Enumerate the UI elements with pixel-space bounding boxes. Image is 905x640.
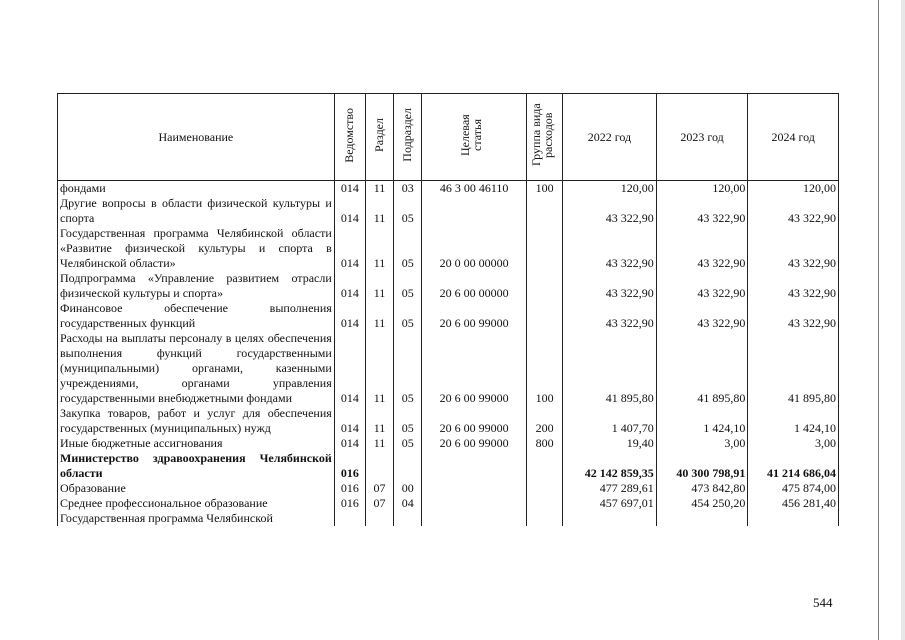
row-value-2022: 41 895,80: [563, 331, 657, 406]
row-razdel: 11: [365, 226, 393, 271]
row-podrazdel: 00: [394, 481, 422, 496]
row-value-2024: 1 424,10: [748, 406, 839, 436]
row-target-article: [422, 481, 527, 496]
row-podrazdel: 04: [394, 496, 422, 511]
row-value-2023: 120,00: [656, 181, 748, 197]
row-expense-group: [526, 511, 562, 526]
row-vedomstvo: 014: [334, 406, 365, 436]
row-razdel: 11: [365, 196, 393, 226]
table-row: [58, 331, 839, 406]
row-razdel: 07: [365, 481, 393, 496]
row-name: Образование: [58, 481, 335, 496]
row-value-2024: 475 874,00: [748, 481, 839, 496]
row-target-article: 20 6 00 99000: [422, 406, 527, 436]
table-row: [58, 511, 839, 526]
scan-edge-line: [878, 0, 879, 640]
table-row: [58, 451, 839, 481]
row-value-2023: 473 842,80: [656, 481, 748, 496]
row-vedomstvo: 014: [334, 226, 365, 271]
table-row: [58, 181, 839, 197]
budget-table: [57, 93, 839, 526]
row-value-2022: [563, 511, 657, 526]
row-expense-group: 800: [526, 436, 562, 451]
row-target-article: 46 3 00 46110: [422, 181, 527, 197]
table-row: [58, 496, 839, 511]
row-value-2023: 40 300 798,91: [656, 451, 748, 481]
row-value-2023: 3,00: [656, 436, 748, 451]
row-value-2023: 43 322,90: [656, 301, 748, 331]
row-name: фондами: [58, 181, 335, 197]
row-expense-group: 200: [526, 406, 562, 436]
row-value-2023: 454 250,20: [656, 496, 748, 511]
row-name: Закупка товаров, работ и услуг для обеспечения государственных (муниципальных) нужд: [58, 406, 335, 436]
header-target-article: Целевая статья: [422, 94, 527, 181]
row-value-2024: 43 322,90: [748, 226, 839, 271]
row-name: Министерство здравоохранения Челябинской области: [58, 451, 335, 481]
row-expense-group: [526, 301, 562, 331]
row-podrazdel: 05: [394, 226, 422, 271]
row-value-2022: 457 697,01: [563, 496, 657, 511]
table-body: [58, 181, 839, 527]
row-podrazdel: 05: [394, 406, 422, 436]
row-vedomstvo: 014: [334, 196, 365, 226]
row-value-2024: 120,00: [748, 181, 839, 197]
header-2024: 2024 год: [748, 94, 839, 181]
row-name: Государственная программа Челябинской: [58, 511, 335, 526]
row-target-article: [422, 511, 527, 526]
row-name: Среднее профессиональное образование: [58, 496, 335, 511]
row-razdel: 11: [365, 271, 393, 301]
row-razdel: 11: [365, 181, 393, 197]
row-value-2022: 43 322,90: [563, 301, 657, 331]
row-value-2022: 43 322,90: [563, 271, 657, 301]
row-target-article: 20 0 00 00000: [422, 226, 527, 271]
table-row: [58, 196, 839, 226]
header-podrazdel: Подраздел: [394, 94, 422, 181]
row-value-2022: 42 142 859,35: [563, 451, 657, 481]
row-vedomstvo: 016: [334, 481, 365, 496]
table-row: [58, 406, 839, 436]
row-value-2024: 43 322,90: [748, 301, 839, 331]
row-value-2023: 41 895,80: [656, 331, 748, 406]
row-value-2022: 43 322,90: [563, 196, 657, 226]
row-value-2023: [656, 511, 748, 526]
row-value-2022: 43 322,90: [563, 226, 657, 271]
row-target-article: 20 6 00 00000: [422, 271, 527, 301]
table-header-row: [58, 94, 839, 181]
row-expense-group: 100: [526, 331, 562, 406]
row-value-2023: 43 322,90: [656, 226, 748, 271]
row-value-2023: 43 322,90: [656, 271, 748, 301]
row-value-2024: 43 322,90: [748, 271, 839, 301]
row-vedomstvo: 014: [334, 181, 365, 197]
row-vedomstvo: 014: [334, 301, 365, 331]
row-razdel: 11: [365, 406, 393, 436]
row-value-2024: [748, 511, 839, 526]
row-vedomstvo: 014: [334, 271, 365, 301]
row-target-article: [422, 496, 527, 511]
row-name: Финансовое обеспечение выполнения государственных функций: [58, 301, 335, 331]
row-value-2023: 43 322,90: [656, 196, 748, 226]
row-value-2022: 1 407,70: [563, 406, 657, 436]
row-expense-group: [526, 226, 562, 271]
row-target-article: [422, 451, 527, 481]
row-podrazdel: 05: [394, 331, 422, 406]
row-podrazdel: [394, 451, 422, 481]
row-razdel: 11: [365, 436, 393, 451]
row-vedomstvo: 016: [334, 451, 365, 481]
row-vedomstvo: 014: [334, 436, 365, 451]
row-target-article: 20 6 00 99000: [422, 436, 527, 451]
row-name: Иные бюджетные ассигнования: [58, 436, 335, 451]
row-expense-group: [526, 481, 562, 496]
row-podrazdel: [394, 511, 422, 526]
table-row: [58, 436, 839, 451]
row-razdel: 11: [365, 301, 393, 331]
row-razdel: [365, 511, 393, 526]
header-vedomstvo: Ведомство: [334, 94, 365, 181]
row-value-2022: 477 289,61: [563, 481, 657, 496]
row-value-2022: 120,00: [563, 181, 657, 197]
row-target-article: [422, 196, 527, 226]
row-podrazdel: 03: [394, 181, 422, 197]
row-expense-group: [526, 496, 562, 511]
scan-edge-shadow: [901, 0, 905, 640]
row-podrazdel: 05: [394, 436, 422, 451]
row-expense-group: [526, 196, 562, 226]
row-name: Другие вопросы в области физической культуры и спорта: [58, 196, 335, 226]
header-expense-group: Группа вида расходов: [526, 94, 562, 181]
row-razdel: 11: [365, 331, 393, 406]
row-name: Расходы на выплаты персоналу в целях обеспечения выполнения функций государственными (муниципальными) органами, казенными учреждениями, органами управления государственными внебюджетными фондами: [58, 331, 335, 406]
row-target-article: 20 6 00 99000: [422, 301, 527, 331]
table-row: [58, 301, 839, 331]
page-number: 544: [813, 595, 833, 610]
header-razdel: Раздел: [365, 94, 393, 181]
row-name: Государственная программа Челябинской области «Развитие физической культуры и спорта в Челябинской области»: [58, 226, 335, 271]
row-vedomstvo: [334, 511, 365, 526]
row-value-2024: 3,00: [748, 436, 839, 451]
row-value-2022: 19,40: [563, 436, 657, 451]
row-value-2024: 456 281,40: [748, 496, 839, 511]
row-podrazdel: 05: [394, 301, 422, 331]
row-value-2024: 43 322,90: [748, 196, 839, 226]
row-expense-group: [526, 271, 562, 301]
table-row: [58, 226, 839, 271]
row-value-2024: 41 214 686,04: [748, 451, 839, 481]
header-name: Наименование: [58, 94, 335, 181]
row-value-2024: 41 895,80: [748, 331, 839, 406]
row-expense-group: [526, 451, 562, 481]
row-target-article: 20 6 00 99000: [422, 331, 527, 406]
table-row: [58, 271, 839, 301]
row-razdel: 07: [365, 496, 393, 511]
row-vedomstvo: 014: [334, 331, 365, 406]
row-name: Подпрограмма «Управление развитием отрасли физической культуры и спорта»: [58, 271, 335, 301]
table-row: [58, 481, 839, 496]
header-2022: 2022 год: [563, 94, 657, 181]
row-razdel: [365, 451, 393, 481]
row-vedomstvo: 016: [334, 496, 365, 511]
row-podrazdel: 05: [394, 271, 422, 301]
row-value-2023: 1 424,10: [656, 406, 748, 436]
row-expense-group: 100: [526, 181, 562, 197]
header-2023: 2023 год: [656, 94, 748, 181]
row-podrazdel: 05: [394, 196, 422, 226]
